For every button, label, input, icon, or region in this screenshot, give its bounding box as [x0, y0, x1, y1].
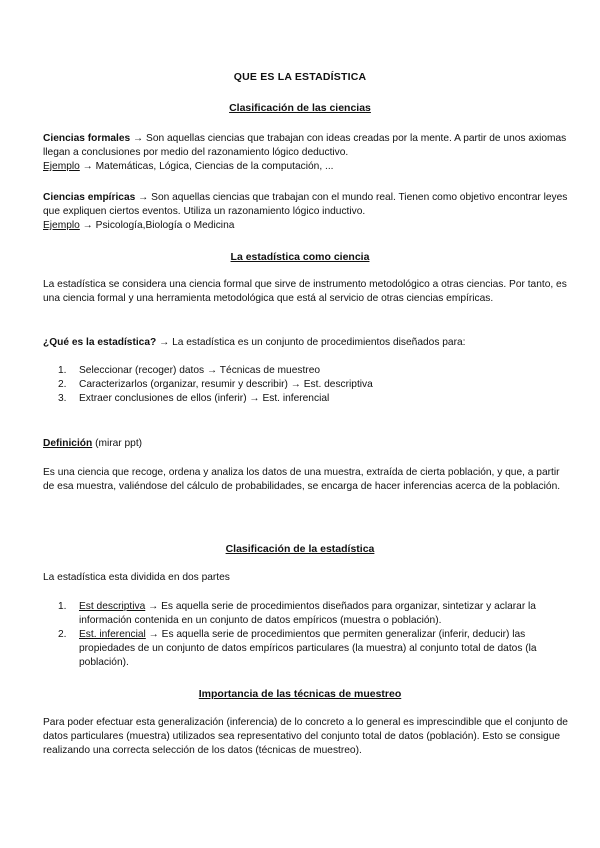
heading-clasificacion-ciencias: Clasificación de las ciencias — [229, 102, 371, 114]
definicion-note: (mirar ppt) — [92, 438, 143, 449]
list-text: Extraer conclusiones de ellos (inferir) → Est. inferencial — [79, 393, 330, 404]
term-ciencias-formales: Ciencias formales — [43, 133, 131, 144]
list-item — [58, 628, 573, 670]
definicion-label: Definición — [43, 438, 93, 449]
list-number: 2. — [58, 629, 67, 640]
heading-clasificacion-estadistica: Clasificación de la estadística — [225, 543, 375, 555]
list-number: 3. — [58, 393, 67, 404]
list-item — [58, 378, 573, 392]
paragraph-importancia: Para poder efectuar esta generalización (inferencia) de lo concreto a lo general es imprescindible que el conjunto de datos particulares (muestra) utilizados sea representativo del conjunto total de datos (población). Esto se consigue realizando una correcta selección de los datos (técnicas de muestreo). — [43, 717, 568, 756]
list-text: Seleccionar (recoger) datos → Técnicas de muestreo — [79, 365, 321, 376]
ejemplo-text-formales: → Matemáticas, Lógica, Ciencias de la computación, ... — [79, 161, 334, 172]
list-item — [58, 364, 573, 378]
paragraph-que-es — [43, 336, 573, 350]
text-que-es: → La estadística es un conjunto de procedimientos diseñados para: — [156, 337, 466, 348]
paragraph-ciencias-empiricas — [43, 191, 573, 233]
ejemplo-text-empiricas: → Psicología,Biología o Medicina — [79, 220, 235, 231]
parte-text: → Es aquella serie de procedimientos diseñados para organizar, sintetizar y aclarar la información contenida en un conjunto de datos empíricos (muestra o población). — [79, 601, 536, 626]
text-ciencias-formales: → Son aquellas ciencias que trabajan con ideas creadas por la mente. A partir de unos axiomas llegan a conclusiones por medio del razonamiento lógico deductivo. — [43, 133, 567, 158]
document-title: QUE ES LA ESTADÍSTICA — [233, 71, 367, 83]
partes-list — [58, 600, 573, 670]
paragraph-ciencias-formales — [43, 132, 573, 174]
list-item — [58, 392, 573, 406]
paragraph-definicion: Es una ciencia que recoge, ordena y analiza los datos de una muestra, extraída de cierta población, y que, a partir de esa muestra, valiéndose del cálculo de probabilidades, se encarga de hacer inferencias acerca de la población. — [43, 467, 561, 492]
term-ciencias-empiricas: Ciencias empíricas — [43, 192, 136, 203]
heading-como-ciencia: La estadística como ciencia — [230, 251, 370, 263]
parte-label: Est. inferencial — [79, 629, 146, 640]
list-number: 1. — [58, 601, 67, 612]
paragraph-dividida: La estadística esta dividida en dos partes — [43, 572, 230, 583]
heading-importancia: Importancia de las técnicas de muestreo — [198, 688, 402, 700]
text-ciencias-empiricas: → Son aquellas ciencias que trabajan con el mundo real. Tienen como objetivo encontrar leyes que expliquen ciertos eventos. Utiliza un razonamiento lógico inductivo. — [43, 192, 568, 217]
paragraph-definicion-label — [43, 437, 573, 451]
list-item — [58, 600, 573, 628]
ejemplo-label-empiricas: Ejemplo — [43, 220, 80, 231]
paragraph-como-ciencia: La estadística se considera una ciencia formal que sirve de instrumento metodológico a otras ciencias. Por tanto, es una ciencia formal y una herramienta metodológica que está al servicio de otras ciencias empíricas. — [43, 279, 567, 304]
list-number: 1. — [58, 365, 67, 376]
list-text: Caracterizarlos (organizar, resumir y describir) → Est. descriptiva — [79, 379, 373, 390]
question-que-es: ¿Qué es la estadística? — [43, 337, 157, 348]
list-number: 2. — [58, 379, 67, 390]
parte-label: Est descriptiva — [79, 601, 146, 612]
parte-text: → Es aquella serie de procedimientos que permiten generalizar (inferir, deducir) las propiedades de un conjunto de datos empíricos particulares (la muestra) al conjunto total de datos (la población). — [79, 629, 537, 668]
steps-list — [58, 364, 573, 406]
ejemplo-label-formales: Ejemplo — [43, 161, 80, 172]
